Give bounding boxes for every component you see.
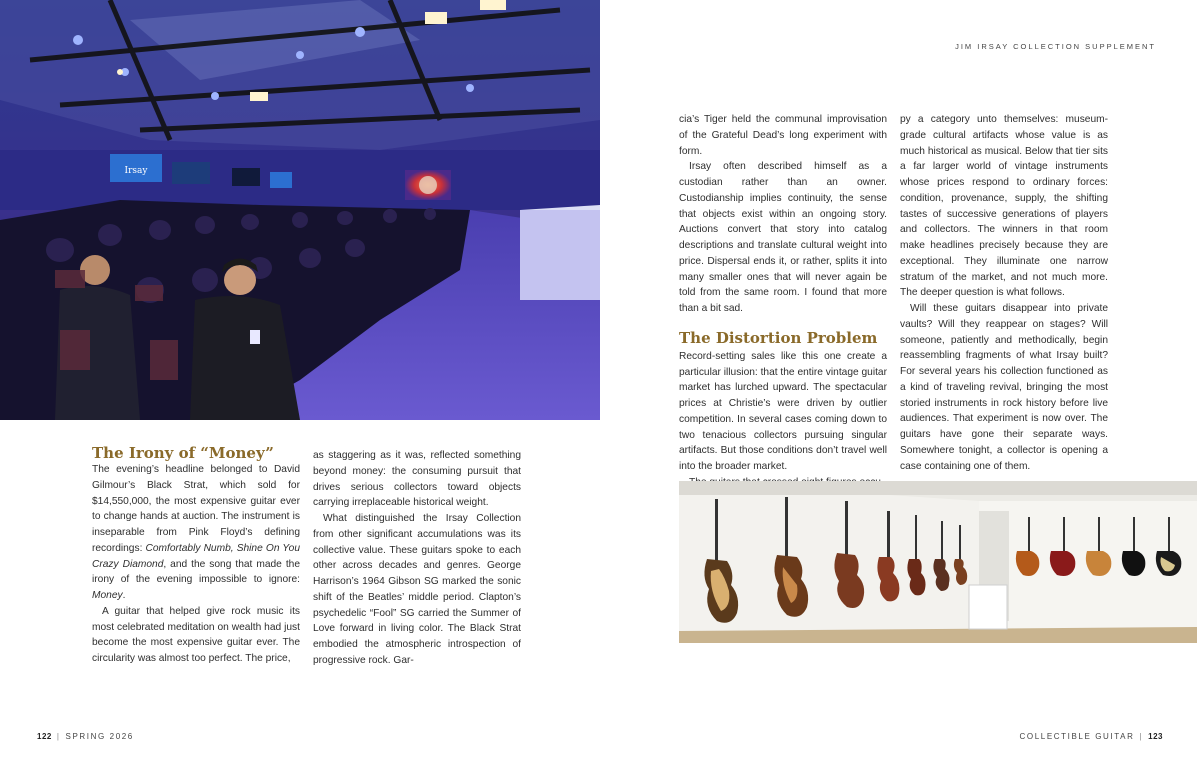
article-column-4 <box>900 112 1108 474</box>
auction-room-photo <box>0 0 600 420</box>
paragraph: cia’s Tiger held the communal improvisation of the Grateful Dead’s long experiment with form. <box>679 114 887 157</box>
paragraph: Record-setting sales like this one create a particular illusion: that the entire vintage guitar market has lurched upward. The spectacular prices at Christie’s were driven by outlier competition. In several cases coming down to two tenacious collectors pursuing singular artifacts. But those conditions don’t travel well into the broader market. <box>679 350 887 472</box>
paragraph: as staggering as it was, reflected something beyond money: the consuming pursuit that drives serious collectors toward objects carrying irreplaceable historical weight. <box>313 450 521 509</box>
footer-right: COLLECTIBLE GUITAR | 123 <box>1019 732 1163 741</box>
page-number: 123 <box>1148 732 1163 741</box>
paragraph: The evening’s headline belonged to David Gilmour’s Black Strat, which sold for $14,550,000, the most expensive guitar ever to change hands at auction. The instrument is inseparable from Pink Floyd’s defining recordings: Comfortably Numb, Shine On You Crazy Diamond, and the song that made the irony of the evening impossible to ignore: Money. <box>92 464 300 601</box>
paragraph: Will these guitars disappear into private vaults? Will they reappear on stages? Will someone, patiently and methodically, begin reassembling fragments of what Irsay built? For several years his collection functioned as a kind of traveling revival, bringing the most storied instruments in rock history before live audiences. That experiment is now over. The guitars have gone their separate ways. Somewhere tonight, a collector is opening a case containing one of them. <box>900 303 1108 472</box>
article-column-1 <box>92 444 300 667</box>
paragraph: py a category unto themselves: museum-grade cultural artifacts whose value is as much historical as musical. Below that tier sits a far larger world of vintage instruments whose prices respond to ordinary forces: condition, provenance, supply, the shifting tastes of successive generations of players and collectors. The winners in that room make headlines precisely because they are exceptional. They illuminate one narrow stratum of the market, and not much more. The deeper question is what follows. <box>900 114 1108 299</box>
section-heading-distortion: The Distortion Problem <box>679 328 878 347</box>
guitar-gallery-photo <box>679 481 1197 643</box>
page-number: 122 <box>37 732 52 741</box>
issue-label: SPRING 2026 <box>65 732 134 741</box>
article-column-2 <box>313 448 521 669</box>
paragraph: What distinguished the Irsay Collection from other significant accumulations was its collective value. These guitars spoke to each other across decades and genres. George Harrison’s 1964 Gibson SG marked the sonic shift of the Beatles’ middle period. Clapton’s psychedelic “Fool” SG carried the Summer of Love forward in living color. The Black Strat embodied the atmospheric introspection of progressive rock. Gar- <box>313 513 521 666</box>
paragraph: A guitar that helped give rock music its most celebrated meditation on wealth had just become the most expensive guitar ever. The circularity was almost too perfect. The price, <box>92 605 300 664</box>
running-header: JIM IRSAY COLLECTION SUPPLEMENT <box>955 42 1156 51</box>
magazine-name: COLLECTIBLE GUITAR <box>1019 732 1135 741</box>
paragraph: Irsay often described himself as a custodian rather than an owner. Custodianship implies continuity, the sense that objects exist within an ongoing story. Auctions convert that story into catalog descriptions and translate cultural weight into price. Dispersal ends it, or rather, splits it into many smaller ones that will never again be told from the same room. I found that more than a bit sad. <box>679 161 887 314</box>
section-heading-irony: The Irony of “Money” <box>92 444 274 462</box>
footer-left: 122 | SPRING 2026 <box>37 732 134 741</box>
screen-logo-text: Irsay <box>124 166 148 176</box>
article-column-3 <box>679 112 887 491</box>
